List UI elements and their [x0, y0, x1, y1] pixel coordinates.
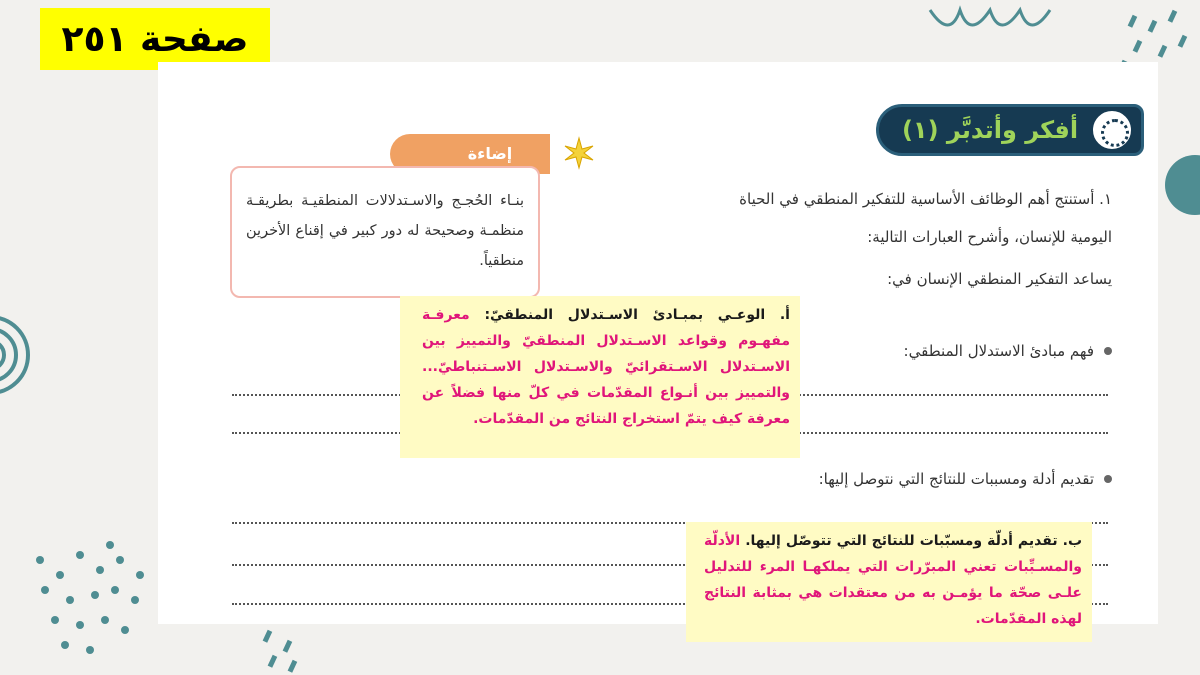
section-emblem-icon: [1090, 108, 1134, 152]
idaa-tab-label: إضاءة: [467, 144, 513, 163]
answer-b-lead: ب. تقديم أدلّة ومسبّبات للنتائج التي تتوصّل إليها.: [745, 533, 1083, 549]
section-title: أفكر وأتدبَّر (١): [901, 116, 1079, 144]
question-text: [577, 180, 1112, 256]
answer-note-a: [400, 296, 800, 458]
bullet-dot-icon: [1104, 475, 1112, 483]
question-line-2: اليومية للإنسان، وأشرح العبارات التالية:: [867, 228, 1112, 246]
question-line-1: ١. أستنتج أهم الوظائف الأساسية للتفكير المنطقي في الحياة: [739, 190, 1112, 208]
bullet-item-2: [819, 464, 1112, 494]
question-intro: يساعد التفكير المنطقي الإنسان في:: [887, 270, 1112, 288]
idaa-note-text: بنـاء الحُجـج والاسـتدلالات المنطقيـة بطريقـة منظمـة وصحيحة له دور كبير في إقناع الأخرين منطقياً.: [246, 193, 524, 269]
page-number-badge: صفحة ٢٥١: [40, 8, 270, 70]
answer-note-b: [686, 522, 1092, 642]
answer-a-lead: أ. الوعـي بمبـادئ الاسـتدلال المنطقيّ:: [484, 307, 790, 323]
bullet-item-1: [904, 336, 1112, 366]
bullet-item-1-text: فهم مبادئ الاستدلال المنطقي:: [903, 342, 1094, 360]
bullet-item-2-text: تقديم أدلة ومسببات للنتائج التي نتوصل إليها:: [818, 470, 1094, 488]
answer-b-body: الأدلّة والمسـبِّبات تعني المبرّرات التي يملكهـا المرء للتدليل علـى صحّة ما يؤمـن به من معتقدات هي بمثابة النتائج لهذه المقدّمات.: [704, 533, 1082, 627]
bullet-dot-icon: [1104, 347, 1112, 355]
answer-a-body: معرفـة مفهـوم وقواعد الاسـتدلال المنطقيّ والتمييز بين الاسـتدلال الاسـتقرائيّ والاسـتدلال الاسـتنباطيّ... والتمييز بين أنـواع المقدّمات في كلّ منها فضلاً عن معرفة كيف يتمّ استخراج النتائج من المقدّمات.: [422, 307, 790, 427]
star-icon: [562, 136, 596, 170]
idaa-note-box: [230, 166, 540, 298]
